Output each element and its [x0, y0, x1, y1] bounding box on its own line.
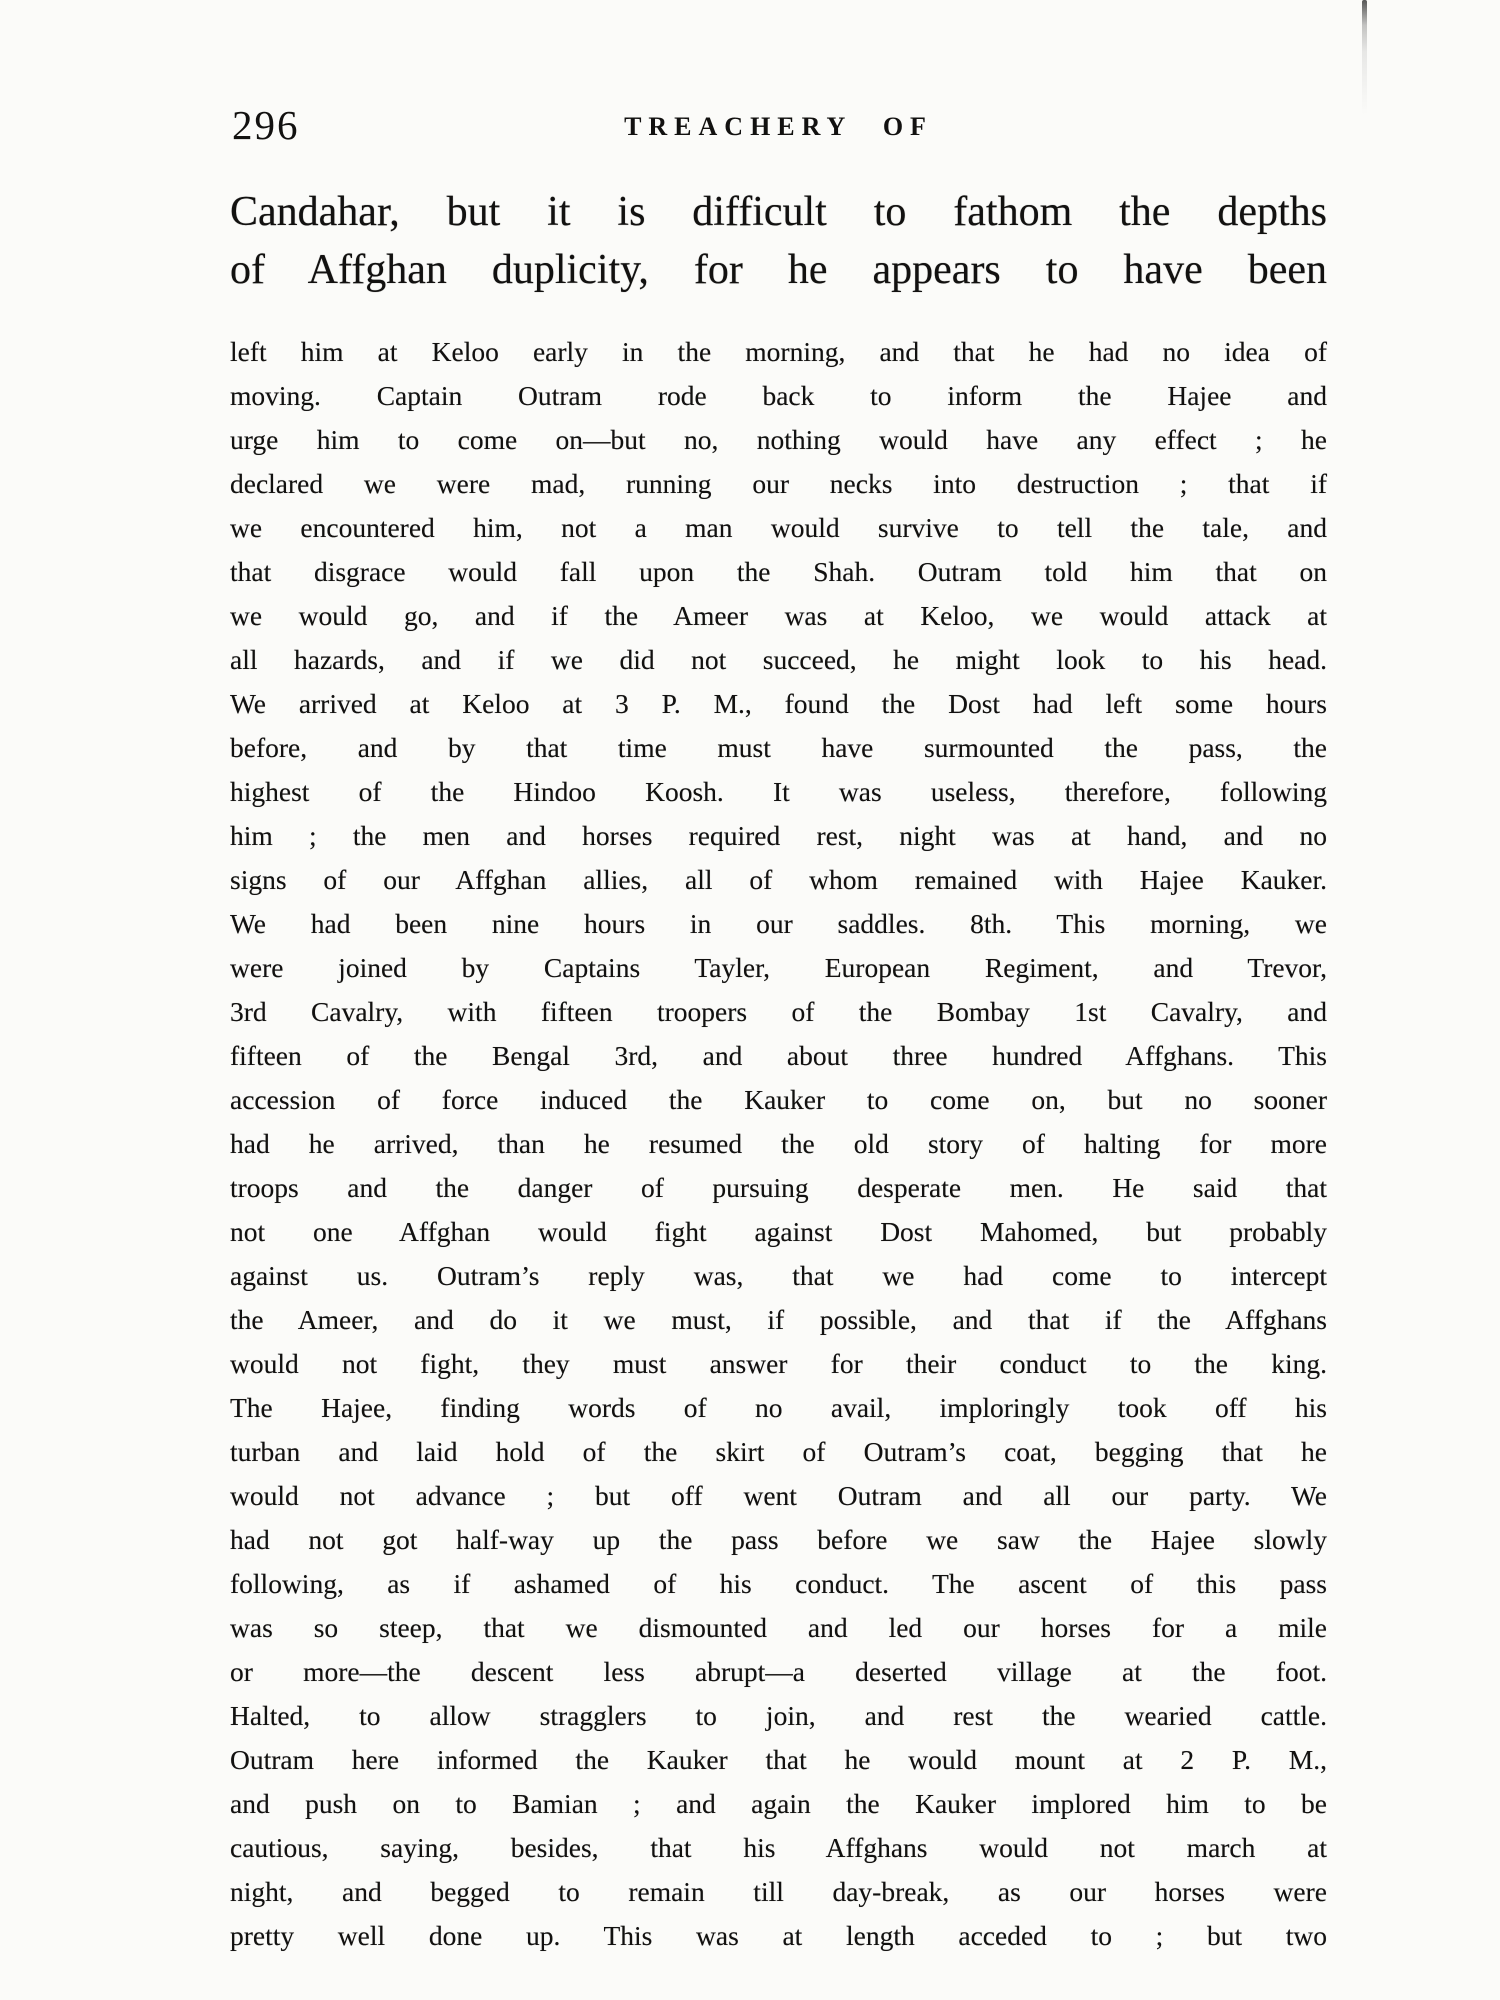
text-line: Outram here informed the Kauker that he would mount at 2 P. M., [230, 1744, 1327, 1775]
text-line: that disgrace would fall upon the Shah. Outram told him that on [230, 556, 1327, 587]
text-line: against us. Outram’s reply was, that we had come to intercept [230, 1260, 1327, 1291]
text-line: We had been nine hours in our saddles. 8th. This morning, we [230, 908, 1327, 939]
text-line: him ; the men and horses required rest, night was at hand, and no [230, 820, 1327, 851]
text-line: cautious, saying, besides, that his Affghans would not march at [230, 1832, 1327, 1863]
text-line: following, as if ashamed of his conduct. The ascent of this pass [230, 1568, 1327, 1599]
text-line: not one Affghan would fight against Dost Mahomed, but probably [230, 1216, 1327, 1247]
text-line: was so steep, that we dismounted and led our horses for a mile [230, 1612, 1327, 1643]
page-header [230, 103, 1327, 151]
scan-artifact [1362, 0, 1367, 115]
running-header: TREACHERY OF [624, 112, 933, 141]
text-line: night, and begged to remain till day-break, as our horses were [230, 1876, 1327, 1907]
text-line: would not fight, they must answer for their conduct to the king. [230, 1348, 1327, 1379]
page-number: 296 [232, 102, 300, 148]
text-line: accession of force induced the Kauker to come on, but no sooner [230, 1084, 1327, 1115]
text-line: fifteen of the Bengal 3rd, and about three hundred Affghans. This [230, 1040, 1327, 1071]
text-line: we would go, and if the Ameer was at Keloo, we would attack at [230, 600, 1327, 631]
text-line: Halted, to allow stragglers to join, and rest the wearied cattle. [230, 1700, 1327, 1731]
text-line: declared we were mad, running our necks into destruction ; that if [230, 468, 1327, 499]
text-line: 3rd Cavalry, with fifteen troopers of the Bombay 1st Cavalry, and [230, 996, 1327, 1027]
text-line: or more—the descent less abrupt—a deserted village at the foot. [230, 1656, 1327, 1687]
text-line: turban and laid hold of the skirt of Outram’s coat, begging that he [230, 1436, 1327, 1467]
text-line: left him at Keloo early in the morning, and that he had no idea of [230, 336, 1327, 367]
text-line: moving. Captain Outram rode back to inform the Hajee and [230, 380, 1327, 411]
body-paragraph [230, 330, 1327, 1958]
text-line: all hazards, and if we did not succeed, he might look to his head. [230, 644, 1327, 675]
text-line: The Hajee, finding words of no avail, imploringly took off his [230, 1392, 1327, 1423]
text-line: We arrived at Keloo at 3 P. M., found the Dost had left some hours [230, 688, 1327, 719]
heading-line: of Affghan duplicity, for he appears to have been [230, 247, 1327, 293]
text-line: we encountered him, not a man would survive to tell the tale, and [230, 512, 1327, 543]
text-line: highest of the Hindoo Koosh. It was useless, therefore, following [230, 776, 1327, 807]
text-line: the Ameer, and do it we must, if possible, and that if the Affghans [230, 1304, 1327, 1335]
text-line: were joined by Captains Tayler, European Regiment, and Trevor, [230, 952, 1327, 983]
text-line: signs of our Affghan allies, all of whom remained with Hajee Kauker. [230, 864, 1327, 895]
heading-line: Candahar, but it is difficult to fathom the depths [230, 189, 1327, 235]
text-line: and push on to Bamian ; and again the Kauker implored him to be [230, 1788, 1327, 1819]
text-line: pretty well done up. This was at length acceded to ; but two [230, 1920, 1327, 1951]
catchword-heading [230, 183, 1327, 299]
text-line: urge him to come on—but no, nothing would have any effect ; he [230, 424, 1327, 455]
text-line: had not got half-way up the pass before we saw the Hajee slowly [230, 1524, 1327, 1555]
text-line: would not advance ; but off went Outram and all our party. We [230, 1480, 1327, 1511]
text-line: troops and the danger of pursuing desperate men. He said that [230, 1172, 1327, 1203]
text-line: had he arrived, than he resumed the old story of halting for more [230, 1128, 1327, 1159]
text-line: before, and by that time must have surmounted the pass, the [230, 732, 1327, 763]
